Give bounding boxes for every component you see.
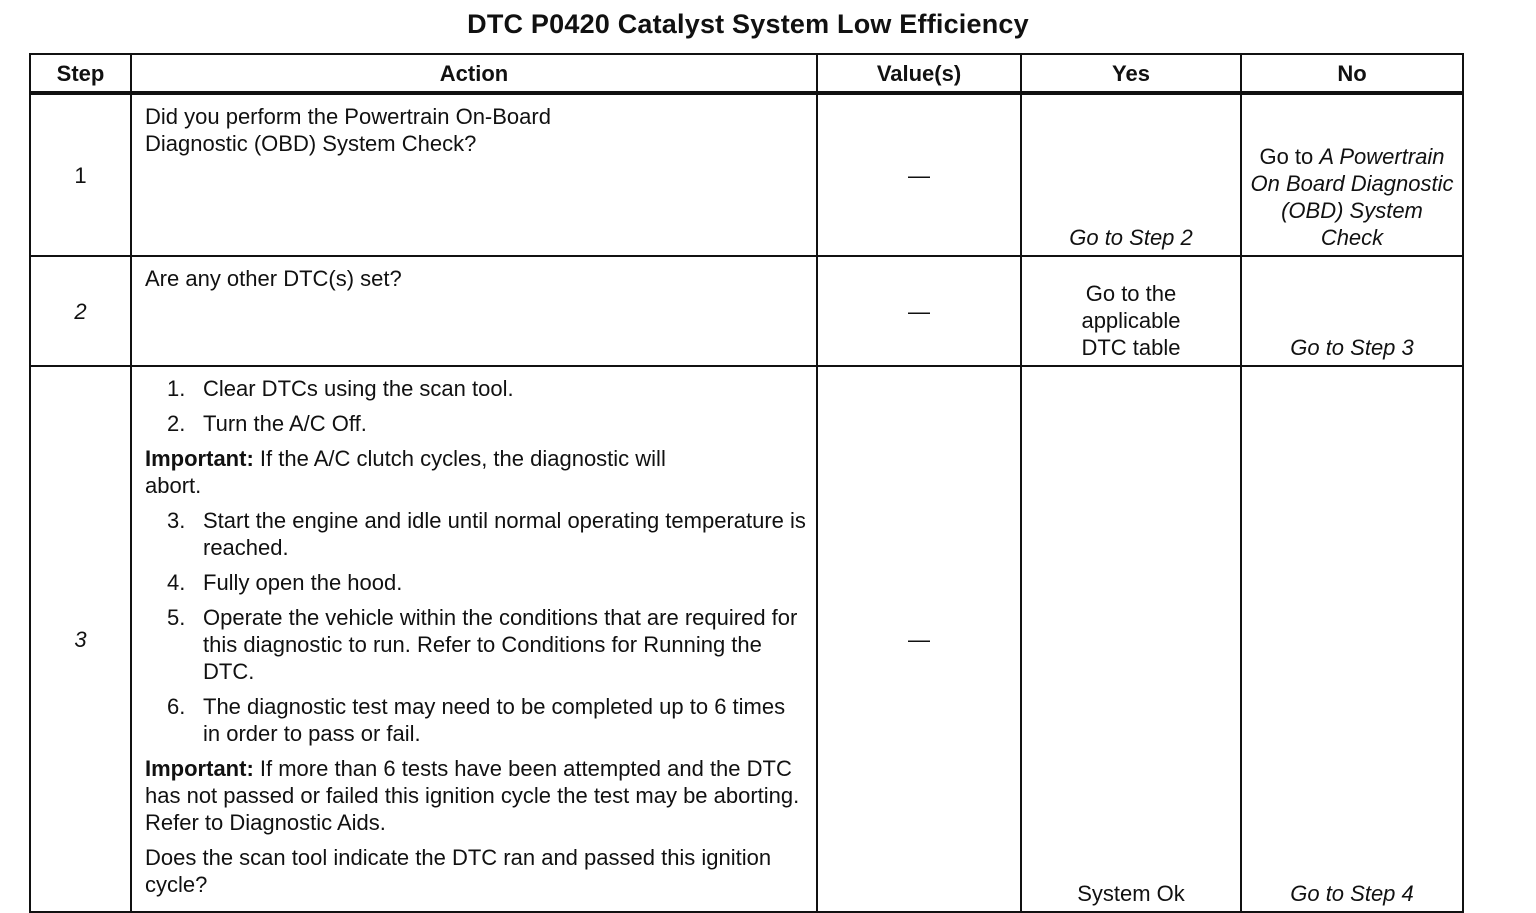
- list-item: [145, 507, 806, 561]
- table-header-row: [30, 54, 1463, 93]
- header-yes: Yes: [1021, 54, 1241, 93]
- step-text: Fully open the hood.: [203, 570, 403, 595]
- value-cell: —: [817, 93, 1021, 256]
- list-item: [145, 375, 806, 402]
- document-title: DTC P0420 Catalyst System Low Efficiency: [467, 9, 1029, 39]
- step-number: 2: [30, 256, 131, 366]
- list-item: [145, 569, 806, 596]
- action-cell: [131, 256, 817, 366]
- no-cell: Go to Step 4: [1241, 366, 1463, 912]
- yes-cell: Go to the applicable DTC table: [1021, 256, 1241, 366]
- step-number: 3: [30, 366, 131, 912]
- no-cell: Go to Step 3: [1241, 256, 1463, 366]
- header-no: No: [1241, 54, 1463, 93]
- step-text: Operate the vehicle within the conditions that are required for this diagnostic to run. Refer to Conditions for Running the DTC.: [203, 605, 798, 684]
- list-item: [145, 604, 806, 685]
- important-note: [145, 755, 806, 836]
- step-index: 6.: [167, 694, 186, 719]
- list-item: [145, 410, 806, 437]
- step-index: 4.: [167, 570, 186, 595]
- header-action: Action: [131, 54, 817, 93]
- action-steps-list-b: [145, 507, 806, 747]
- no-cell: [1241, 93, 1463, 256]
- action-question: Does the scan tool indicate the DTC ran and passed this ignition cycle?: [145, 845, 772, 897]
- action-text: Did you perform the Powertrain On-Board Diagnostic (OBD) System Check?: [145, 104, 551, 156]
- action-text: Are any other DTC(s) set?: [145, 266, 402, 291]
- important-label: Important:: [145, 446, 254, 471]
- value-cell: —: [817, 256, 1021, 366]
- action-steps-list-a: [145, 375, 806, 437]
- step-index: 2.: [167, 411, 186, 436]
- no-prefix: Go to: [1259, 144, 1320, 169]
- step-text: Turn the A/C Off.: [203, 411, 367, 436]
- no-link-text: A Powertrain On Board Diagnostic (OBD) System Check: [1250, 144, 1454, 250]
- action-cell: [131, 93, 817, 256]
- step-index: 1.: [167, 376, 186, 401]
- list-item: [145, 693, 806, 747]
- step-index: 5.: [167, 605, 186, 630]
- header-step: Step: [30, 54, 131, 93]
- important-note: [145, 445, 715, 499]
- action-cell: [131, 366, 817, 912]
- important-text: If more than 6 tests have been attempted and the DTC has not passed or failed this ignition cycle the test may be aborting. Refer to Diagnostic Aids.: [145, 756, 800, 835]
- table-row-step-1: [30, 93, 1463, 256]
- yes-cell: Go to Step 2: [1021, 93, 1241, 256]
- value-cell: —: [817, 366, 1021, 912]
- important-label: Important:: [145, 756, 254, 781]
- header-values: Value(s): [817, 54, 1021, 93]
- important-text: If the A/C clutch cycles, the diagnostic will abort.: [145, 446, 666, 498]
- yes-cell: System Ok: [1021, 366, 1241, 912]
- step-number: 1: [30, 93, 131, 256]
- diagnostic-table: [29, 53, 1464, 913]
- step-text: Start the engine and idle until normal operating temperature is reached.: [203, 508, 806, 560]
- table-row-step-2: [30, 256, 1463, 366]
- step-index: 3.: [167, 508, 186, 533]
- step-text: The diagnostic test may need to be completed up to 6 times in order to pass or fail.: [203, 694, 786, 746]
- table-row-step-3: [30, 366, 1463, 912]
- step-text: Clear DTCs using the scan tool.: [203, 376, 514, 401]
